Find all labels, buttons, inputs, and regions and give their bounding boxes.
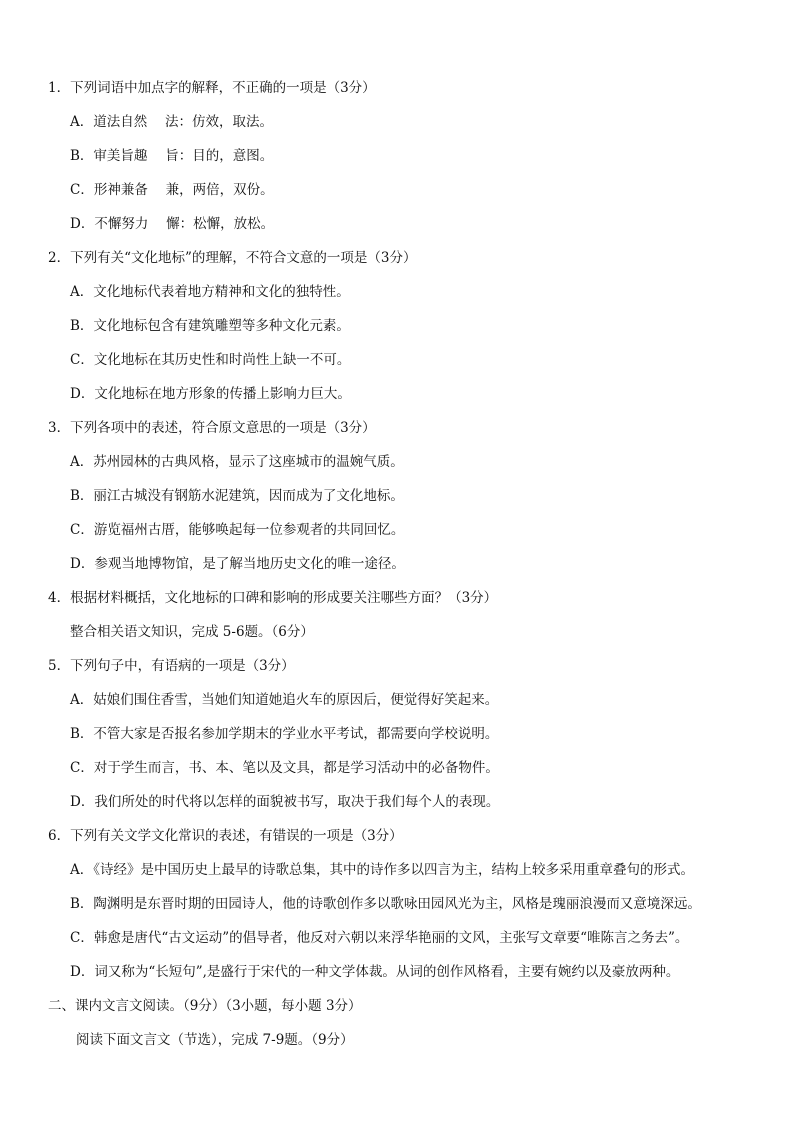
question-2-option-d: D．文化地标在地方形象的传播上影响力巨大。 — [70, 386, 351, 402]
question-5-option-a: A．姑娘们围住香雪，当她们知道她追火车的原因后，便觉得好笑起来。 — [70, 692, 499, 708]
question-2-option-a: A．文化地标代表着地方精神和文化的独特性。 — [70, 284, 350, 300]
question-6-option-a: A．《诗经》是中国历史上最早的诗歌总集，其中的诗作多以四言为主，结构上较多采用重章叠句的形式。 — [70, 862, 694, 878]
section-2-heading: 二、课内文言文阅读。（9分）（3小题，每小题 3分） — [48, 998, 362, 1014]
question-5-option-b: B．不管大家是否报名参加学期末的学业水平考试，都需要向学校说明。 — [70, 726, 499, 742]
question-3-option-b: B．丽江古城没有钢筋水泥建筑，因而成为了文化地标。 — [70, 488, 404, 504]
question-1-option-c: C．形神兼备 兼，两倍，双份。 — [70, 182, 274, 198]
question-1-option-a: A．道法自然 法：仿效，取法。 — [70, 114, 274, 130]
question-3-option-d: D．参观当地博物馆，是了解当地历史文化的唯一途径。 — [70, 556, 405, 572]
question-3-stem: 3．下列各项中的表述，符合原文意思的一项是（3分） — [48, 420, 376, 436]
instruction-5-6: 整合相关语文知识，完成 5-6题。（6分） — [70, 624, 314, 640]
question-5-option-c: C．对于学生而言，书、本、笔以及文具，都是学习活动中的必备物件。 — [70, 760, 499, 776]
question-3-option-c: C．游览福州古厝，能够唤起每一位参观者的共同回忆。 — [70, 522, 405, 538]
question-6-option-b: B．陶渊明是东晋时期的田园诗人，他的诗歌创作多以歌咏田园风光为主，风格是瑰丽浪漫而又意境深远。 — [70, 896, 701, 912]
question-5-option-d: D．我们所处的时代将以怎样的面貌被书写，取决于我们每个人的表现。 — [70, 794, 500, 810]
question-1-option-b: B．审美旨趣 旨：目的，意图。 — [70, 148, 274, 164]
question-5-stem: 5．下列句子中，有语病的一项是（3分） — [48, 658, 295, 674]
question-4-stem: 4．根据材料概括，文化地标的口碑和影响的形成要关注哪些方面？（3分） — [48, 590, 498, 606]
question-6-option-c: C．韩愈是唐代“古文运动”的倡导者，他反对六朝以来浮华艳丽的文风，主张写文章要“唯陈言之务去”。 — [70, 930, 689, 946]
instruction-7-9: 阅读下面文言文（节选），完成 7-9题。（9分） — [76, 1032, 354, 1048]
question-1-stem: 1．下列词语中加点字的解释，不正确的一项是（3分） — [48, 80, 376, 96]
question-2-stem: 2．下列有关“文化地标”的理解，不符合文意的一项是（3分） — [48, 250, 417, 266]
question-6-stem: 6．下列有关文学文化常识的表述，有错误的一项是（3分） — [48, 828, 403, 844]
question-1-option-d: D．不懈努力 懈：松懈，放松。 — [70, 216, 275, 232]
question-2-option-c: C．文化地标在其历史性和时尚性上缺一不可。 — [70, 352, 351, 368]
question-6-option-d: D．词又称为“长短句”,是盛行于宋代的一种文学体裁。从词的创作风格看，主要有婉约以及豪放两种。 — [70, 964, 680, 980]
question-2-option-b: B．文化地标包含有建筑雕塑等多种文化元素。 — [70, 318, 350, 334]
question-3-option-a: A．苏州园林的古典风格，显示了这座城市的温婉气质。 — [70, 454, 404, 470]
